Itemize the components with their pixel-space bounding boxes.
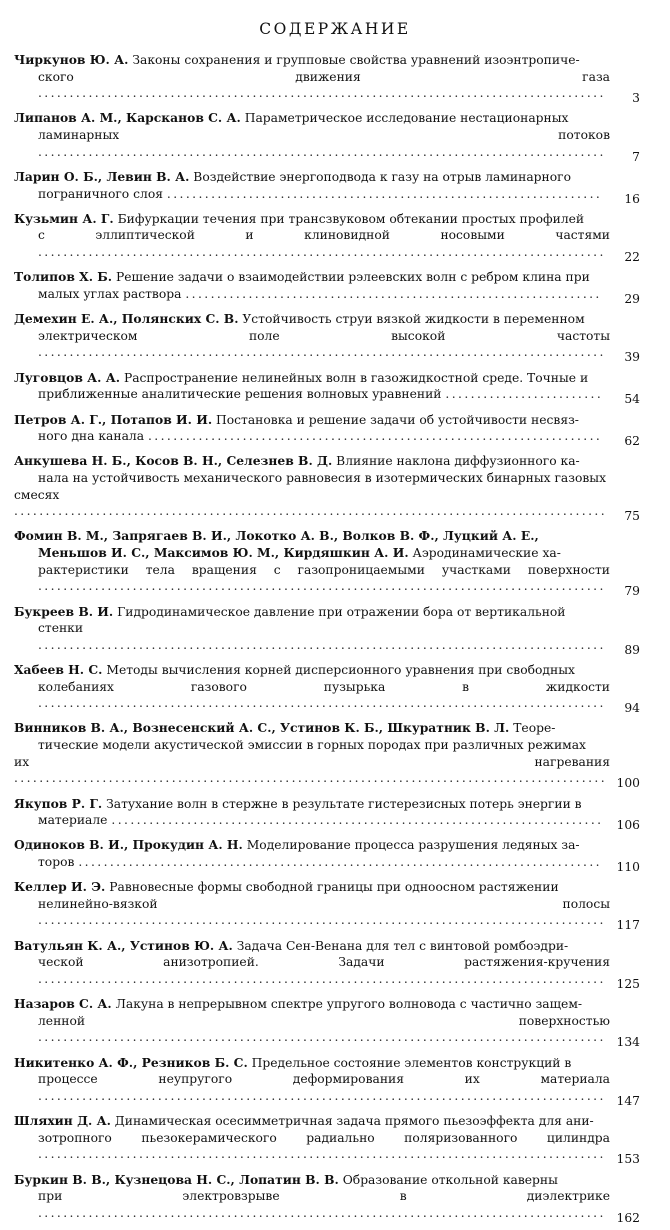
page-number: 100 — [616, 776, 640, 791]
entry-text — [14, 528, 640, 594]
entry-title: Решение задачи о взаимодействии рэлеевских волн с ребром клина при — [116, 270, 590, 285]
entry-title: Аэродинамические ха- — [412, 546, 561, 561]
entry-authors: Толипов Х. Б. — [14, 269, 113, 285]
entry-authors: Демехин Е. А., Полянских С. В. — [14, 311, 239, 327]
entry-text — [14, 604, 640, 654]
page-number: 39 — [624, 350, 640, 365]
entry-continuation — [14, 386, 610, 403]
dot-leader: .......................................................................................... — [38, 579, 606, 594]
entry-text — [14, 52, 640, 102]
dot-leader: ..................................................................... — [166, 186, 603, 201]
entry-title: Лакуна в непрерывном спектре упругого волновода с частично защем- — [115, 997, 583, 1012]
dot-leader: .......................................................................................... — [38, 913, 606, 928]
dot-leader: ................................................................................... — [78, 854, 602, 869]
toc-entry[interactable] — [14, 837, 640, 874]
dot-leader: .................................................................. — [185, 286, 602, 301]
entry-continuation — [14, 754, 610, 787]
dot-leader: .......................................................................................... — [38, 1205, 606, 1220]
entry-title: Воздействие энергоподвода к газу на отрыв ламинарного — [193, 169, 571, 184]
page-number: 79 — [624, 584, 640, 599]
entry-continuation — [14, 487, 610, 520]
entry-title: электрическом поле высокой частоты — [38, 328, 610, 343]
entry-title: Распространение нелинейных волн в газожидкостной среде. Точные и — [123, 370, 589, 385]
entry-title: Затухание волн в стержне в результате гистерезисных потерь энергии в — [106, 796, 582, 811]
entry-continuation — [14, 620, 610, 653]
dot-leader: .......................................................................................... — [38, 345, 606, 360]
entry-authors: Букреев В. И. — [14, 603, 114, 619]
page-number: 22 — [624, 250, 640, 264]
entry-title: торов — [38, 854, 75, 869]
page-number: 16 — [624, 191, 640, 206]
dot-leader: .............................................................................................. — [14, 771, 608, 786]
entry-continuation — [14, 854, 610, 871]
entry-title: рактеристики тела вращения с газопроницаемыми участками поверхности — [38, 562, 610, 577]
toc-entry[interactable] — [14, 1054, 640, 1108]
entry-title: тические модели акустической эмиссии в горных породах при различных режимах — [38, 738, 586, 753]
page-title: СОДЕРЖАНИЕ — [259, 20, 411, 38]
entry-title: процессе неупругого деформирования их материала — [38, 1072, 610, 1087]
entry-title: ческой анизотропией. Задачи растяжения-кручения — [38, 955, 610, 970]
dot-leader: .......................................................................................... — [38, 144, 606, 159]
entry-title: смесях — [14, 487, 60, 502]
page-number: 125 — [616, 976, 640, 991]
entry-text — [14, 1055, 640, 1105]
entry-title: Моделирование процесса разрушения ледяных за- — [246, 838, 580, 853]
entry-continuation — [14, 737, 610, 754]
entry-title: Бифуркации течения при трансзвуковом обтекании простых профилей — [117, 211, 585, 226]
entry-text — [14, 269, 640, 302]
page-number: 162 — [616, 1210, 640, 1225]
toc-entry[interactable] — [14, 311, 640, 365]
toc-entry[interactable] — [14, 937, 640, 991]
entry-title: Устойчивость струи вязкой жидкости в переменном — [242, 312, 585, 327]
entry-text — [14, 796, 640, 829]
entry-title: Законы сохранения и групповые свойства уравнений изоэнтропиче- — [132, 53, 580, 67]
entry-authors: Ватульян К. А., Устинов Ю. А. — [14, 937, 233, 953]
entry-title: материале — [38, 813, 108, 828]
toc-entry[interactable] — [14, 52, 640, 106]
page-number: 147 — [616, 1093, 640, 1108]
entry-authors: Чиркунов Ю. А. — [14, 52, 129, 67]
entry-authors: Кузьмин А. Г. — [14, 210, 114, 226]
entry-continuation — [14, 1188, 610, 1221]
entry-title: Теоре- — [513, 721, 556, 736]
page-number: 110 — [616, 859, 640, 874]
entry-authors: Назаров С. А. — [14, 996, 112, 1012]
entry-title: Задача Сен-Венана для тел с винтовой ромбоэдри- — [236, 938, 569, 953]
entry-continuation — [14, 954, 610, 987]
dot-leader: ......................... — [445, 387, 604, 402]
entry-authors: Меньшов И. С., Максимов Ю. М., Кирдяшкин А. И. — [38, 545, 409, 561]
page-number: 7 — [632, 149, 640, 164]
entry-continuation — [14, 1013, 610, 1046]
dot-leader: .............................................................................................. — [14, 504, 608, 519]
entry-text — [14, 453, 640, 519]
entry-continuation — [14, 328, 610, 361]
dot-leader: .......................................................................................... — [38, 1088, 606, 1103]
entry-authors: Буркин В. В., Кузнецова Н. С., Лопатин В. В. — [14, 1171, 339, 1187]
entry-text — [14, 311, 640, 361]
entry-authors: Анкушева Н. Б., Косов В. Н., Селезнев В. Д. — [14, 453, 333, 469]
toc-entry[interactable] — [14, 110, 640, 164]
entry-continuation — [14, 812, 610, 829]
entry-authors: Шляхин Д. А. — [14, 1113, 111, 1129]
entry-text — [14, 1113, 640, 1163]
entry-text — [14, 169, 640, 202]
page-number: 89 — [624, 642, 640, 657]
toc-entry[interactable] — [14, 210, 640, 264]
entry-authors: Луговцов А. А. — [14, 369, 121, 385]
entry-text — [14, 662, 640, 712]
entry-authors: Келлер И. Э. — [14, 879, 106, 895]
entry-authors: Хабеев Н. С. — [14, 661, 103, 677]
entry-text — [14, 879, 640, 929]
page-number: 153 — [616, 1152, 640, 1167]
toc-entry[interactable] — [14, 1171, 640, 1225]
entry-text — [14, 211, 640, 261]
toc-entry[interactable] — [14, 879, 640, 933]
entry-title: стенки — [38, 621, 84, 636]
entry-title: нала на устойчивость механического равновесия в изотермических бинарных газовых — [38, 470, 607, 485]
entry-title: колебаниях газового пузырька в жидкости — [38, 679, 610, 694]
entry-authors: Винников В. А., Вознесенский А. С., Устинов К. Б., Шкуратник В. Л. — [14, 720, 510, 736]
entry-title: Гидродинамическое давление при отражении бора от вертикальной — [117, 604, 566, 619]
dot-leader: ........................................................................ — [147, 429, 603, 444]
toc-entry[interactable] — [14, 269, 640, 306]
entry-title: Влияние наклона диффузионного ка- — [336, 454, 580, 469]
toc-entry[interactable] — [14, 168, 640, 206]
dot-leader: .............................................................................. — [111, 813, 604, 828]
entry-title: ламинарных потоков — [38, 128, 610, 143]
entry-continuation — [14, 545, 610, 562]
entry-title: ского движения газа — [38, 69, 610, 84]
dot-leader: .......................................................................................... — [38, 696, 606, 711]
entry-title: ленной поверхностью — [38, 1013, 610, 1028]
entry-text — [14, 370, 640, 403]
page-number: 62 — [624, 434, 640, 449]
entry-title: Постановка и решение задачи об устойчивости несвяз- — [216, 412, 579, 427]
entry-title: ного дна канала — [38, 429, 145, 444]
entry-continuation — [14, 896, 610, 929]
entry-continuation — [14, 1071, 610, 1104]
entry-continuation — [14, 470, 610, 487]
entry-title: их нагревания — [14, 754, 610, 769]
entry-continuation — [14, 1130, 610, 1163]
entry-title: при электровзрыве в диэлектрике — [38, 1189, 610, 1204]
entry-text — [14, 412, 640, 445]
page-number: 54 — [624, 392, 640, 407]
entry-continuation — [14, 227, 610, 260]
entry-authors: Фомин В. М., Запрягаев В. И., Локотко А. В., Волков В. Ф., Луцкий А. Е., — [14, 528, 539, 544]
dot-leader: .......................................................................................... — [38, 86, 606, 101]
toc-entry[interactable] — [14, 795, 640, 833]
table-of-contents — [14, 52, 640, 1230]
entry-text — [14, 110, 640, 160]
entry-continuation — [14, 186, 610, 203]
dot-leader: .......................................................................................... — [38, 637, 606, 652]
toc-entry[interactable] — [14, 603, 640, 657]
entry-authors: Петров А. Г., Потапов И. И. — [14, 411, 213, 427]
entry-title: нелинейно-вязкой полосы — [38, 896, 610, 911]
page-number: 117 — [616, 918, 640, 933]
page-number: 134 — [616, 1035, 640, 1050]
entry-title: Параметрическое исследование нестационарных — [244, 111, 569, 126]
entry-title: Равновесные формы свободной границы при одноосном растяжении — [109, 880, 559, 895]
page-number: 3 — [632, 91, 640, 106]
dot-leader: .......................................................................................... — [38, 1147, 606, 1162]
entry-continuation — [14, 428, 610, 445]
entry-authors: Ларин О. Б., Левин В. А. — [14, 168, 190, 184]
page-number: 106 — [616, 818, 640, 833]
dot-leader: .......................................................................................... — [38, 1030, 606, 1045]
toc-entry[interactable] — [14, 528, 640, 599]
entry-title: Динамическая осесимметричная задача прямого пьезоэффекта для ани- — [114, 1114, 594, 1129]
entry-title: Методы вычисления корней дисперсионного уравнения при свободных — [106, 662, 575, 677]
toc-entry[interactable] — [14, 369, 640, 407]
toc-entry[interactable] — [14, 453, 640, 524]
toc-entry[interactable] — [14, 996, 640, 1050]
entry-text — [14, 996, 640, 1046]
toc-entry[interactable] — [14, 661, 640, 716]
toc-entry[interactable] — [14, 720, 640, 791]
entry-title: Предельное состояние элементов конструкций в — [251, 1055, 572, 1070]
entry-title: зотропного пьезокерамического радиально поляризованного цилиндра — [38, 1130, 610, 1145]
entry-continuation — [14, 679, 610, 712]
entry-continuation — [14, 562, 610, 595]
entry-text — [14, 720, 640, 786]
toc-entry[interactable] — [14, 1113, 640, 1167]
entry-authors: Никитенко А. Ф., Резников Б. С. — [14, 1054, 248, 1070]
dot-leader: .......................................................................................... — [38, 971, 606, 986]
toc-entry[interactable] — [14, 411, 640, 449]
entry-authors: Липанов А. М., Карсканов С. А. — [14, 110, 241, 126]
entry-title: малых углах раствора — [38, 286, 182, 301]
entry-title: пограничного слоя — [38, 186, 163, 201]
page-number: 94 — [624, 701, 640, 716]
entry-text — [14, 837, 640, 870]
entry-title: Образование откольной каверны — [342, 1172, 558, 1187]
entry-text — [14, 938, 640, 988]
dot-leader: .......................................................................................... — [38, 245, 606, 259]
entry-title: с эллиптической и клиновидной носовыми частями — [38, 228, 610, 243]
page-number: 29 — [624, 291, 640, 306]
entry-continuation — [14, 69, 610, 102]
page-number: 75 — [624, 509, 640, 524]
entry-authors: Якупов Р. Г. — [14, 795, 103, 811]
entry-continuation — [14, 286, 610, 303]
entry-continuation — [14, 127, 610, 160]
entry-title: приближенные аналитические решения волновых уравнений — [38, 387, 442, 402]
entry-text — [14, 1172, 640, 1222]
entry-authors: Одиноков В. И., Прокудин А. Н. — [14, 837, 243, 853]
